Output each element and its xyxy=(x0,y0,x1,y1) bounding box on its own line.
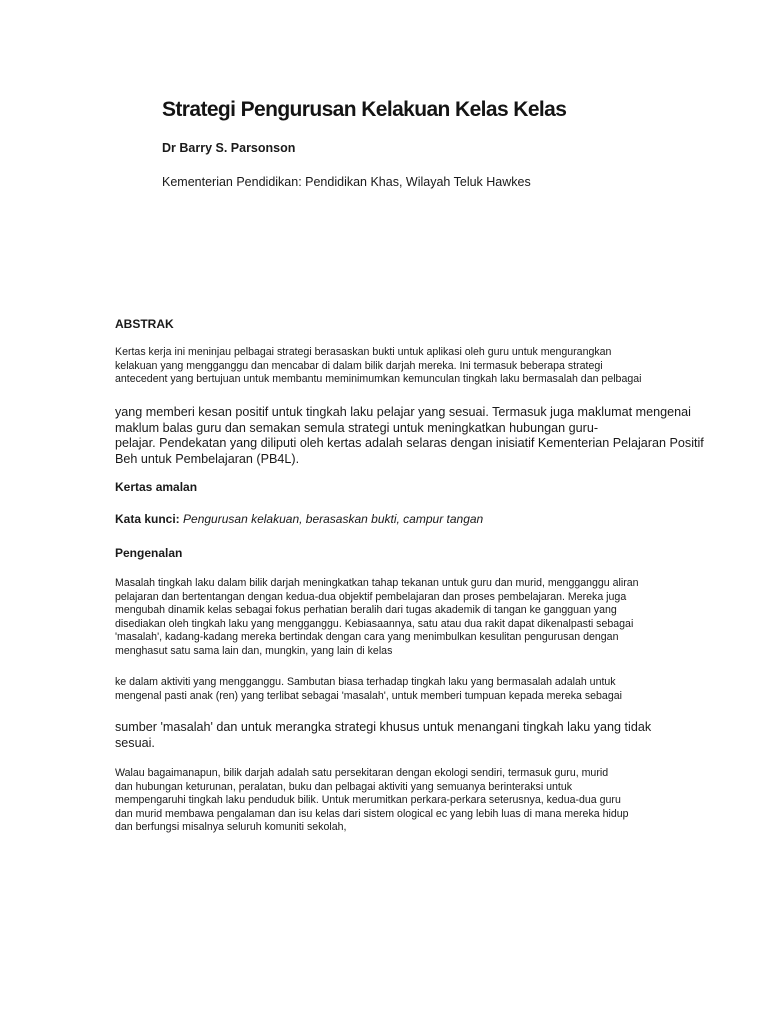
text-line: mengubah dinamik kelas sebagai fokus perhatian beralih dari tugas akademik di tangan ke gangguan yang xyxy=(115,604,617,616)
text-line: pelajar. Pendekatan yang diliputi oleh kertas adalah selaras dengan inisiatif Kementerian Pelajaran Positif xyxy=(115,436,704,450)
text-line: dan hubungan keturunan, peralatan, buku dan pelbagai aktiviti yang semuanya berinteraksi untuk xyxy=(115,780,573,793)
text-line: Beh untuk Pembelajaran (PB4L). xyxy=(115,451,300,466)
text-line: kelakuan yang mengganggu dan mencabar di dalam bilik darjah mereka. Ini termasuk beberapa strategi xyxy=(115,359,603,372)
introduction-paragraph-3 xyxy=(115,720,651,751)
keywords-label: Kata kunci: xyxy=(115,512,180,526)
text-line: dan murid membawa pengalaman dan isu kelas dari sistem ological ec yang lebih luas di mana mereka hidup xyxy=(115,807,629,820)
introduction-paragraph-1 xyxy=(115,577,651,658)
text-line: ke dalam aktiviti yang mengganggu. Sambutan biasa terhadap tingkah laku yang bermasalah adalah untuk xyxy=(115,676,616,688)
text-line: maklum balas guru dan semakan semula strategi untuk meningkatkan hubungan guru- xyxy=(115,420,599,435)
keywords xyxy=(115,511,651,527)
text-line: Walau bagaimanapun, bilik darjah adalah satu persekitaran dengan ekologi sendiri, termasuk guru, murid xyxy=(115,767,609,779)
abstract-heading: ABSTRAK xyxy=(115,317,174,331)
document-title: Strategi Pengurusan Kelakuan Kelas Kelas xyxy=(162,98,567,121)
text-line: menghasut satu sama lain dan, mungkin, yang lain di kelas xyxy=(115,644,393,657)
text-line: dan berfungsi misalnya seluruh komuniti sekolah, xyxy=(115,821,347,833)
text-line: pelajaran dan bertentangan dengan kedua-dua objektif pembelajaran dan proses pembelajaran. Mereka juga xyxy=(115,590,627,603)
introduction-heading: Pengenalan xyxy=(115,546,183,560)
introduction-paragraph-2 xyxy=(115,676,651,703)
text-line: 'masalah', kadang-kadang mereka bertindak dengan cara yang menimbulkan kesulitan pengurusan dengan xyxy=(115,631,619,643)
text-line: yang memberi kesan positif untuk tingkah laku pelajar yang sesuai. Termasuk juga maklumat mengenai xyxy=(115,405,691,419)
text-line: disediakan oleh tingkah laku yang mengganggu. Kebiasaannya, satu atau dua rakit dapat dikenalpasti sebagai xyxy=(115,617,634,630)
text-line: mempengaruhi tingkah laku penduduk bilik. Untuk merumitkan perkara-perkara seterusnya, kedua-dua guru xyxy=(115,794,621,806)
abstract-paragraph-2 xyxy=(115,405,704,467)
author-affiliation: Kementerian Pendidikan: Pendidikan Khas, Wilayah Teluk Hawkes xyxy=(162,175,531,189)
abstract-paragraph-1 xyxy=(115,346,651,387)
keywords-value: Pengurusan kelakuan, berasaskan bukti, campur tangan xyxy=(183,512,484,526)
author-name: Dr Barry S. Parsonson xyxy=(162,141,296,155)
text-line: antecedent yang bertujuan untuk membantu meminimumkan kemunculan tingkah laku bermasalah dan pelbagai xyxy=(115,373,642,385)
text-line: Kertas kerja ini meninjau pelbagai strategi berasaskan bukti untuk aplikasi oleh guru untuk mengurangkan xyxy=(115,346,612,358)
paper-type-label: Kertas amalan xyxy=(115,480,198,494)
text-line: Masalah tingkah laku dalam bilik darjah meningkatkan tahap tekanan untuk guru dan murid, mengganggu aliran xyxy=(115,577,639,589)
text-line: sesuai. xyxy=(115,735,155,750)
text-line: sumber 'masalah' dan untuk merangka strategi khusus untuk menangani tingkah laku yang tidak xyxy=(115,720,652,734)
text-line: mengenal pasti anak (ren) yang terlibat sebagai 'masalah', untuk memberi tumpuan kepada mereka sebagai xyxy=(115,689,622,702)
introduction-paragraph-4 xyxy=(115,767,651,835)
